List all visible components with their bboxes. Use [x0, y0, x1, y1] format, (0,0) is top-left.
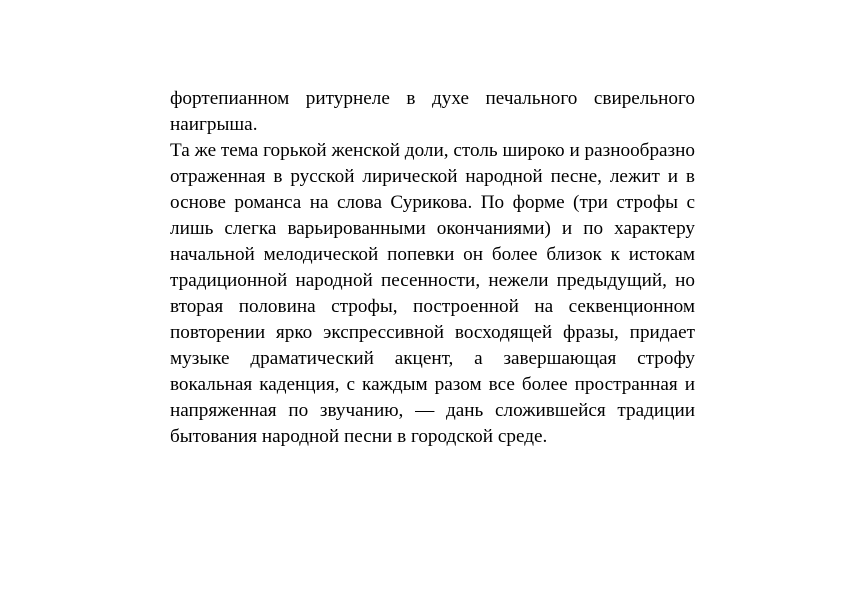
paragraph-main: Та же тема горькой женской доли, столь широко и разнообразно отраженная в русской лирической народной песне, лежит и в основе романса на слова Сурикова. По форме (три строфы с лишь слегка варьированными окончаниями) и по характеру начальной мелодической попевки он более близок к истокам традиционной народной песенности, нежели предыдущий, но вторая половина строфы, построенной на секвенционном повторении ярко экспрессивной восходящей фразы, придает музыке драматический акцент, а завершающая строфу вокальная каденция, с каждым разом все более пространная и напряженная по звучанию, — дань сложившейся традиции бытования народной песни в городской среде.	[170, 140, 695, 447]
body-text	[170, 86, 695, 450]
paragraph-continuation: фортепианном ритурнеле в духе печального свирельного наигрыша.	[170, 88, 695, 135]
